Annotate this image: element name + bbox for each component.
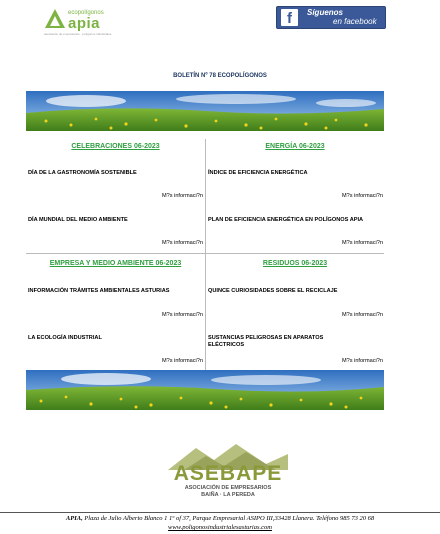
article-title[interactable]: LA ECOLOGÍA INDUSTRIAL (28, 335, 102, 341)
more-info-link[interactable]: M?s informaci?n (341, 193, 383, 199)
article-title[interactable]: DÍA DE LA GASTRONOMÍA SOSTENIBLE (28, 170, 137, 176)
bottom-banner-image (26, 370, 384, 410)
article-title[interactable]: INFORMACIÓN TRÁMITES AMBIENTALES ASTURIAS (28, 288, 170, 294)
facebook-button[interactable] (276, 6, 386, 29)
logo-tagline: asociación de empresarios · polígonos industriales (44, 32, 112, 36)
footer-address-text: Plaza de Julio Alberto Blanco 1 1º of 37, Parque Empresarial ASIPO III,33428 Llanera. Teléfono 985 73 20 68 (82, 515, 375, 522)
asebape-logo[interactable] (166, 440, 290, 502)
top-banner-image (26, 91, 384, 131)
article-title[interactable]: DÍA MUNDIAL DEL MEDIO AMBIENTE (28, 217, 128, 223)
apia-logo[interactable] (44, 8, 124, 40)
footer-address (0, 515, 440, 522)
more-info-link[interactable]: M?s informaci?n (161, 193, 203, 199)
facebook-line1: Síguenos (307, 8, 344, 17)
bulletin-title: BOLETÍN Nº 78 ECOPOLÍGONOS (173, 73, 267, 79)
article-title[interactable]: ÍNDICE DE EFICIENCIA ENERGÉTICA (208, 170, 308, 176)
apia-triangle-icon (44, 8, 66, 30)
more-info-link[interactable]: M?s informaci?n (161, 358, 203, 364)
more-info-link[interactable]: M?s informaci?n (161, 240, 203, 246)
facebook-f-icon: f (281, 9, 298, 26)
more-info-link[interactable]: M?s informaci?n (341, 358, 383, 364)
article-title[interactable]: SUSTANCIAS PELIGROSAS EN APARATOS ELÉCTRICOS (208, 335, 324, 348)
logo-small-text: ecopolígonos (68, 10, 104, 16)
more-info-link[interactable]: M?s informaci?n (341, 240, 383, 246)
more-info-link[interactable]: M?s informaci?n (161, 312, 203, 318)
asebape-name: ASEBAPE (173, 462, 283, 485)
logo-big-text: apia (68, 15, 101, 32)
article-title[interactable]: PLAN DE EFICIENCIA ENERGÉTICA EN POLÍGONOS APIA (208, 217, 364, 223)
row-divider (26, 253, 384, 254)
column-divider (205, 139, 206, 370)
section-heading-celebraciones[interactable]: CELEBRACIONES 06-2023 (71, 143, 160, 150)
footer-divider (0, 512, 440, 513)
section-heading-residuos[interactable]: RESIDUOS 06-2023 (262, 260, 328, 267)
asebape-line1: ASOCIACIÓN DE EMPRESARIOS (184, 485, 272, 491)
footer-org: APIA, (65, 515, 83, 522)
footer-website-link[interactable]: www.poligonosindustrialesasturias.com (168, 524, 272, 531)
facebook-line2: en facebook (333, 17, 377, 26)
asebape-line2: BAIÑA · LA PEREDA (201, 492, 255, 498)
section-heading-energia[interactable]: ENERGÍA 06-2023 (265, 143, 325, 150)
more-info-link[interactable]: M?s informaci?n (341, 312, 383, 318)
article-title[interactable]: QUINCE CURIOSIDADES SOBRE EL RECICLAJE (208, 288, 338, 294)
section-heading-empresa-medio-ambiente[interactable]: EMPRESA Y MEDIO AMBIENTE 06-2023 (49, 260, 182, 267)
